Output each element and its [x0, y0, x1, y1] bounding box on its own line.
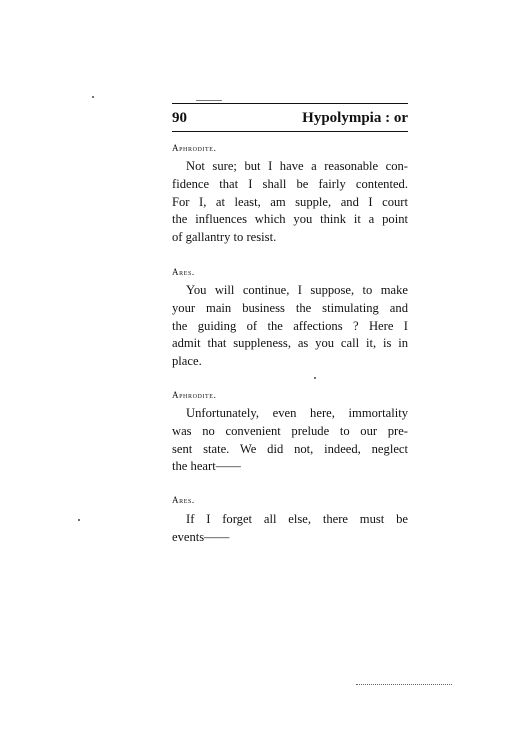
- speaker-name: Aphrodite.: [172, 143, 217, 153]
- speaker-name: Aphrodite.: [172, 390, 217, 400]
- speaker-name: Ares.: [172, 495, 195, 505]
- speech-paragraph: [172, 158, 408, 247]
- scan-speck: [314, 377, 316, 379]
- speech-paragraph: [172, 511, 408, 547]
- text-line: the heart——: [172, 459, 241, 474]
- text-line: your main business the stimulating and: [172, 300, 408, 315]
- running-header: [172, 108, 408, 128]
- text-line: For I, at least, am supple, and I court: [172, 194, 408, 209]
- header-underline: [172, 131, 408, 132]
- text-line: sent state. We did not, indeed, neglect: [172, 441, 408, 456]
- speech-paragraph: [172, 405, 408, 476]
- scan-speck: [92, 96, 94, 98]
- text-line: events——: [172, 529, 230, 544]
- speaker-name: Ares.: [172, 267, 195, 277]
- text-line: Unfortunately, even here, immortality: [186, 406, 408, 420]
- text-line: Not sure; but I have a reasonable con-: [186, 159, 408, 173]
- scan-marks: [356, 684, 452, 689]
- scan-speck: [196, 100, 222, 101]
- header-rule: [172, 103, 408, 104]
- page-number: 90: [172, 110, 187, 126]
- speech-paragraph: [172, 282, 408, 371]
- text-line: You will continue, I suppose, to make: [186, 283, 408, 297]
- running-title: Hypolympia : or: [302, 110, 408, 126]
- text-line: was no convenient prelude to our pre-: [172, 423, 408, 438]
- text-line: admit that suppleness, as you call it, is in: [172, 336, 408, 351]
- text-line: place.: [172, 354, 202, 369]
- text-line: the influences which you think it a point: [172, 212, 408, 227]
- scan-speck: [78, 519, 80, 521]
- text-line: of gallantry to resist.: [172, 230, 277, 245]
- text-line: If I forget all else, there must be: [186, 512, 408, 526]
- text-line: fidence that I shall be fairly contented.: [172, 176, 408, 191]
- text-line: the guiding of the affections ? Here I: [172, 318, 408, 333]
